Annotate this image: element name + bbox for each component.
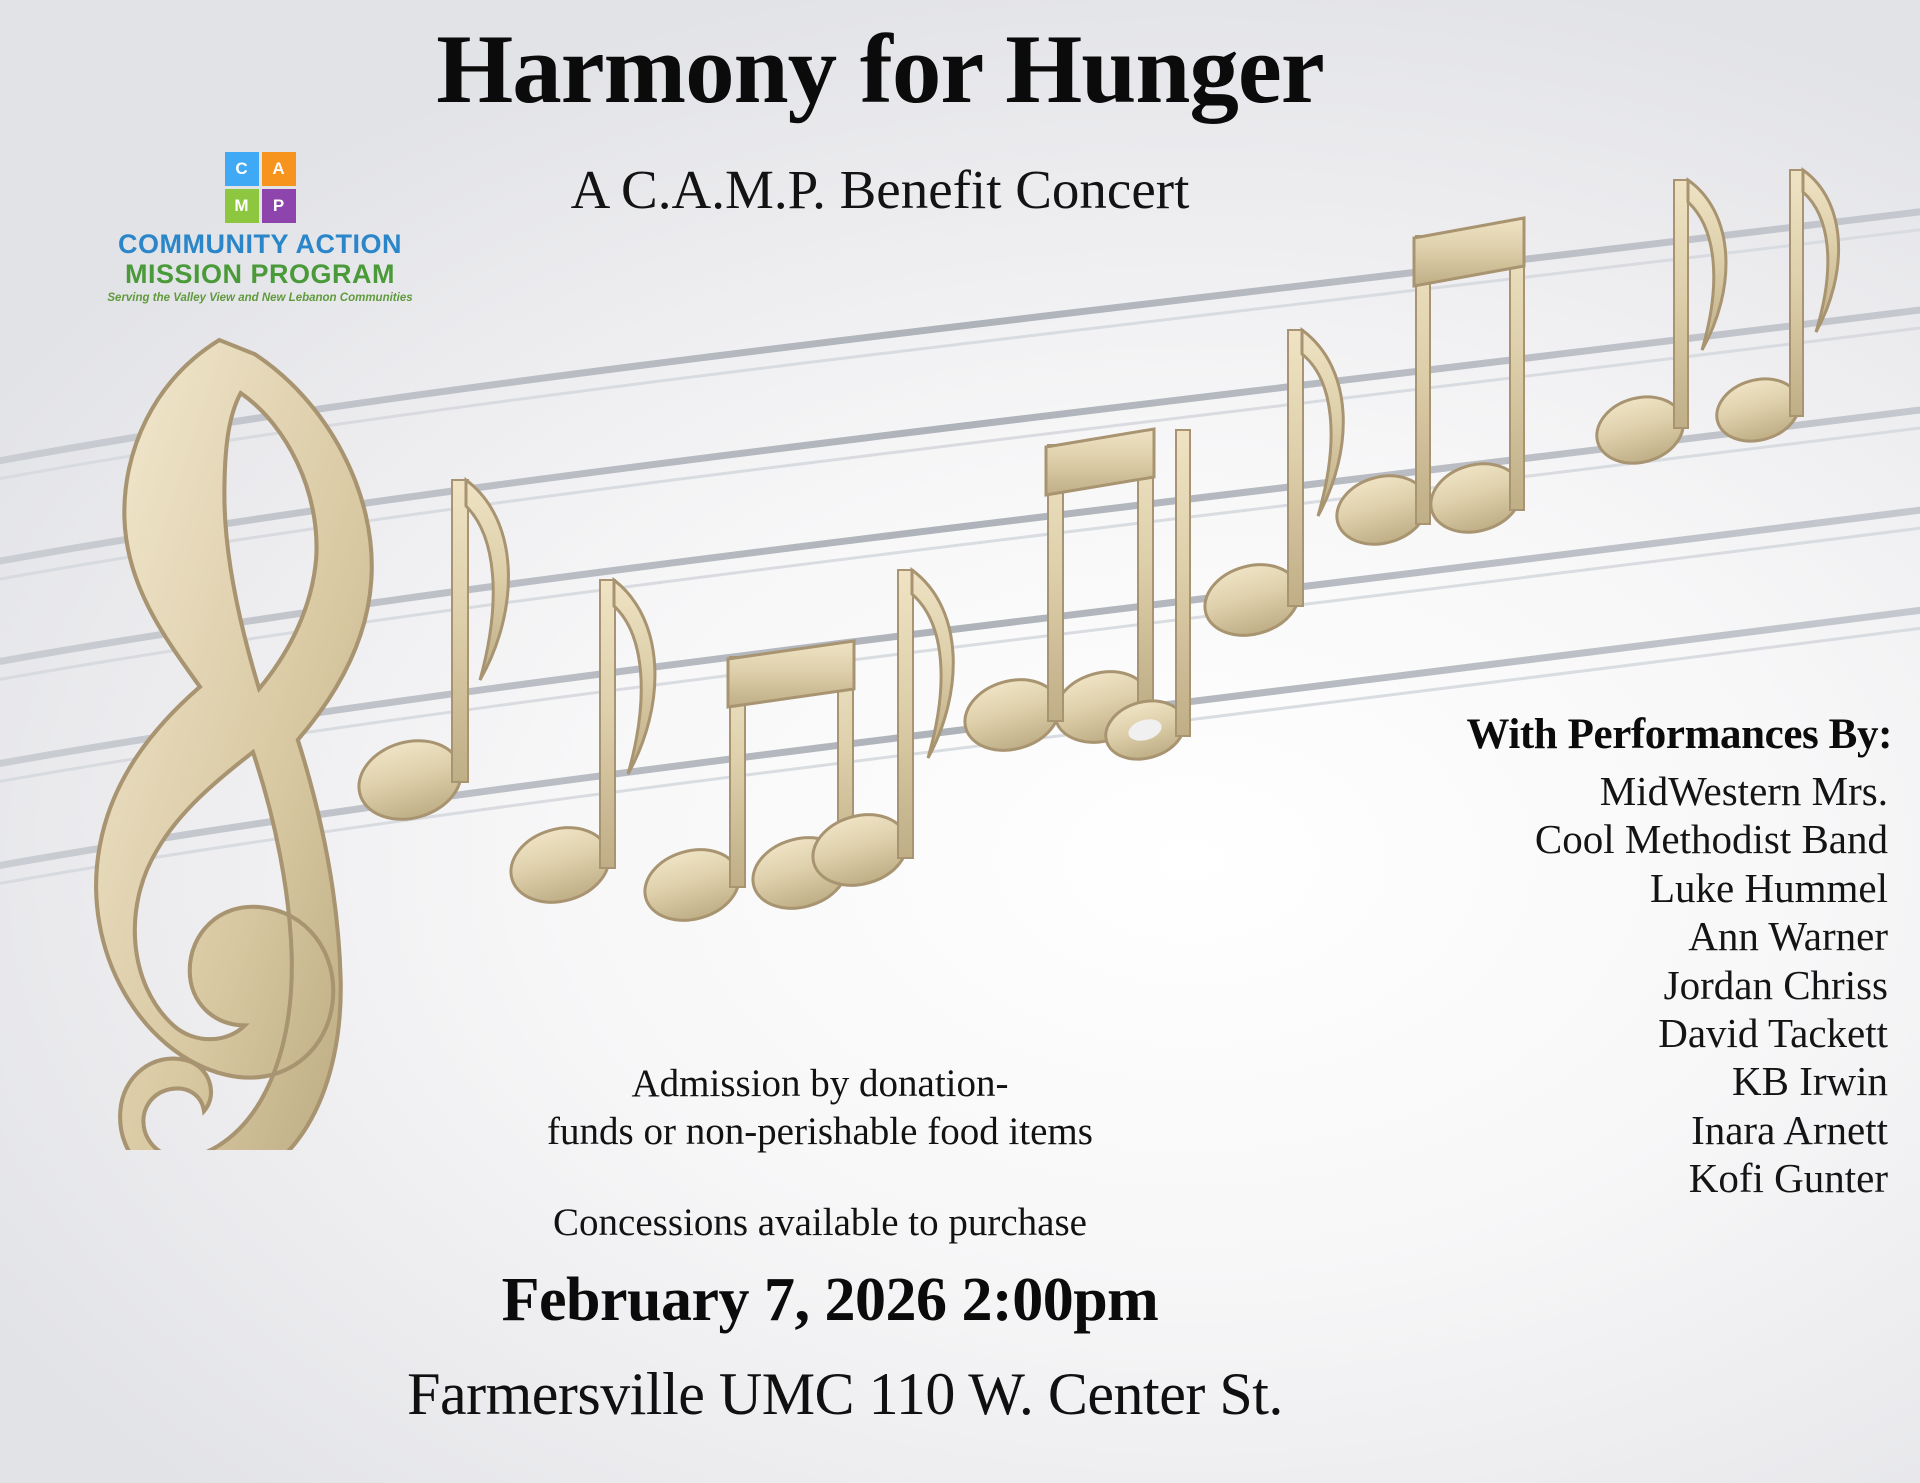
page-title: Harmony for Hunger (436, 15, 1324, 124)
beamed-notes-1 (636, 641, 855, 931)
half-note-1 (1099, 430, 1191, 768)
list-item: KB Irwin (1731, 1058, 1888, 1105)
camp-block-a: A (262, 152, 296, 186)
camp-logo (70, 152, 450, 304)
logo-tagline: Serving the Valley View and New Lebanon Communities (107, 292, 413, 305)
performers-list (1212, 767, 1892, 1202)
camp-block-m: M (225, 189, 259, 223)
list-item: David Tackett (1658, 1009, 1888, 1056)
list-item: Cool Methodist Band (1534, 816, 1888, 863)
eighth-note-1 (350, 480, 509, 831)
list-item: Inara Arnett (1691, 1106, 1888, 1153)
logo-line-community-action: COMMUNITY ACTION (118, 229, 402, 259)
list-item: Jordan Chriss (1663, 961, 1888, 1008)
performers-heading: With Performances By: (1466, 711, 1892, 758)
eighth-note-2 (502, 580, 655, 913)
list-item: MidWestern Mrs. (1599, 768, 1888, 814)
camp-logo-blocks (225, 152, 296, 223)
list-item: Luke Hummel (1650, 864, 1888, 911)
performers-section (1212, 710, 1892, 1202)
beamed-notes-2 (956, 429, 1157, 761)
beamed-notes-3 (1329, 218, 1530, 554)
concessions-info: Concessions available to purchase (553, 1201, 1087, 1244)
treble-clef-icon (96, 340, 372, 1150)
camp-block-p: P (262, 189, 296, 223)
eighth-note-5 (1589, 180, 1726, 473)
eighth-note-4 (1196, 330, 1343, 646)
admission-info (430, 1060, 1210, 1157)
logo-line-mission-program: MISSION PROGRAM (124, 259, 395, 290)
eighth-note-3 (804, 570, 953, 896)
page-subtitle: A C.A.M.P. Benefit Concert (570, 159, 1190, 220)
list-item: Kofi Gunter (1688, 1155, 1888, 1201)
event-venue: Farmersville UMC 110 W. Center St. (407, 1361, 1283, 1427)
admission-line-2: funds or non-perishable food items (547, 1110, 1093, 1154)
event-datetime: February 7, 2026 2:00pm (501, 1266, 1159, 1334)
camp-block-c: C (225, 152, 259, 186)
list-item: Ann Warner (1688, 913, 1888, 960)
admission-line-1: Admission by donation- (631, 1062, 1009, 1105)
